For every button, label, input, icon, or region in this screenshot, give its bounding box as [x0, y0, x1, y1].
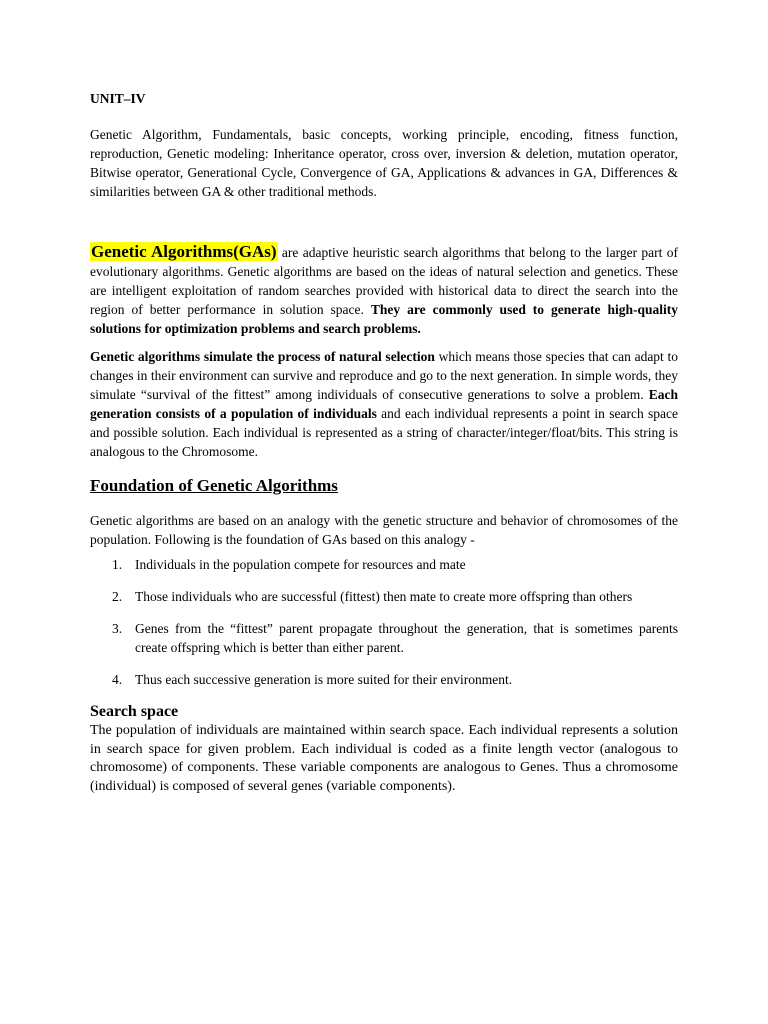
list-item — [90, 670, 678, 689]
list-item-number: 1. — [112, 557, 123, 572]
foundation-list — [90, 555, 678, 689]
selection-text-1: which means those species that can adapt to changes in their environment can survive and reproduce and go to the next generation. In simple words, they simulate “survival of the fittest” among individuals of consecutive generations to solve a problem. — [90, 349, 678, 402]
foundation-heading: Foundation of Genetic Algorithms — [90, 476, 338, 495]
list-item — [90, 587, 678, 606]
highlighted-term: Genetic Algorithms(GAs) — [91, 242, 277, 261]
syllabus-paragraph: Genetic Algorithm, Fundamentals, basic concepts, working principle, encoding, fitness function, reproduction, Genetic modeling: Inheritance operator, cross over, inversion & deletion, mutation operator, Bitwise operator, Generational Cycle, Convergence of GA, Applications & advances in GA, Differences & similarities between GA & other traditional methods. — [90, 127, 678, 199]
list-item-text: Genes from the “fittest” parent propagate throughout the generation, that is sometimes parents create offspring which is better than either parent. — [135, 621, 678, 655]
unit-title: UNIT–IV — [90, 91, 146, 106]
list-item-text: Those individuals who are successful (fittest) then mate to create more offspring than others — [135, 589, 633, 604]
natural-selection-paragraph — [90, 347, 678, 461]
intro-bold-tail: They are commonly used to generate high-quality solutions for optimization problems and search problems. — [90, 302, 679, 336]
intro-paragraph — [90, 242, 678, 338]
selection-bold-lead: Genetic algorithms simulate the process of natural selection — [90, 349, 435, 364]
document-page — [90, 90, 678, 796]
list-item-number: 3. — [112, 621, 123, 636]
list-item-text: Thus each successive generation is more suited for their environment. — [135, 672, 513, 687]
selection-text-2: and each individual represents a point in search space and possible solution. Each individual is represented as a string of character/integer/float/bits. This string is analogous to the Chromosome. — [90, 406, 678, 459]
selection-bold-mid: Each generation consists of a population of individuals — [90, 387, 678, 421]
intro-text: are adaptive heuristic search algorithms that belong to the larger part of evolutionary algorithms. Genetic algorithms are based on the ideas of natural selection and genetics. These are intelligent exploitation of random searches provided with historical data to direct the search into the region of better performance in solution space. — [90, 245, 679, 317]
search-space-heading: Search space — [90, 703, 179, 720]
list-item — [90, 555, 678, 574]
list-item-number: 2. — [112, 589, 123, 604]
list-item — [90, 619, 678, 657]
list-item-text: Individuals in the population compete for resources and mate — [135, 557, 466, 572]
list-item-number: 4. — [112, 672, 123, 687]
foundation-intro: Genetic algorithms are based on an analogy with the genetic structure and behavior of chromosomes of the population. Following is the foundation of GAs based on this analogy - — [90, 513, 678, 547]
search-space-paragraph: The population of individuals are maintained within search space. Each individual represents a solution in search space for given problem. Each individual is coded as a finite length vector (analogous to chromosome) of components. These variable components are analogous to Genes. Thus a chromosome (individual) is composed of several genes (variable components). — [90, 723, 678, 794]
